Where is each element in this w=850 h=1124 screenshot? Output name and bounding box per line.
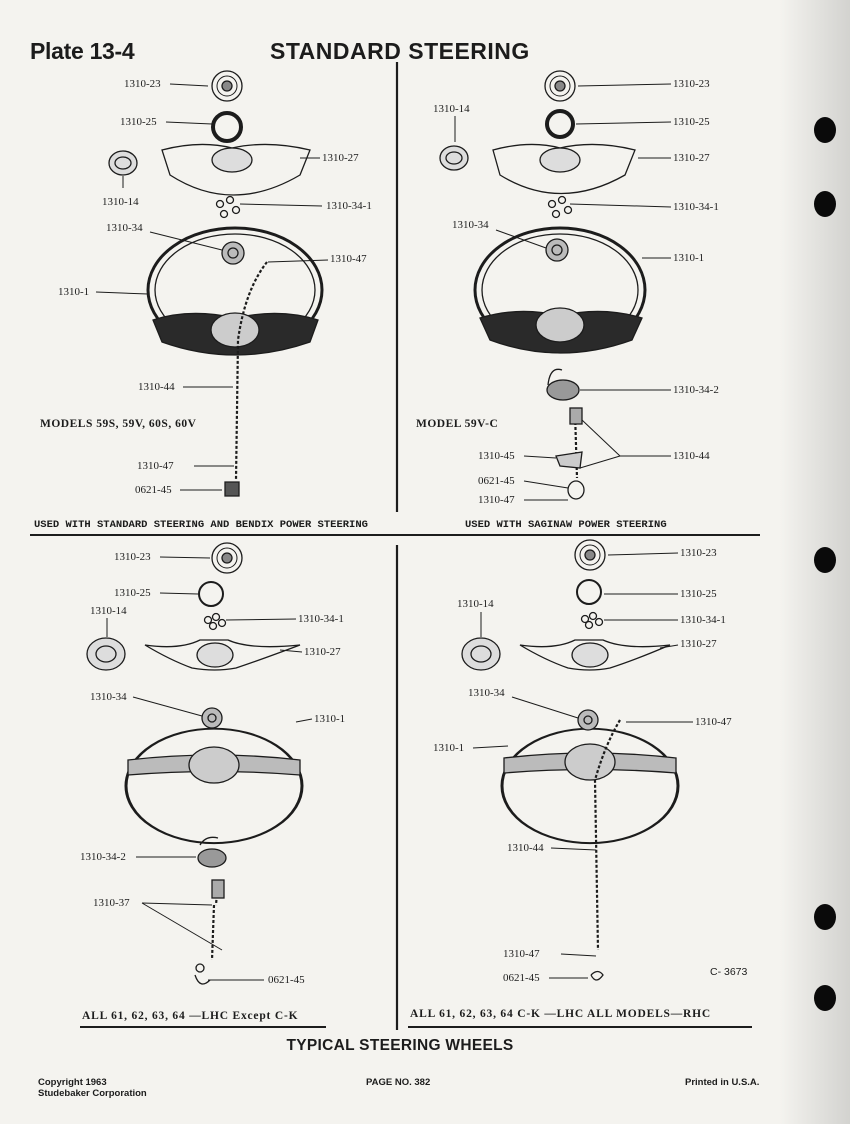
- label-bottom-right-5: 1310-27: [680, 638, 717, 650]
- top-left-parts: [109, 71, 322, 496]
- label-bottom-left-7: 1310-1: [314, 713, 346, 725]
- label-bottom-right-8: 1310-1: [433, 742, 465, 754]
- punch-hole-3: [814, 547, 836, 573]
- label-top-left-1: 1310-23: [124, 78, 161, 90]
- caption-bottom-left: ALL 61, 62, 63, 64 —LHC Except C-K: [82, 1010, 299, 1022]
- printed-in: Printed in U.S.A.: [685, 1077, 760, 1088]
- used-with-left: USED WITH STANDARD STEERING AND BENDIX POWER STEERING: [34, 519, 368, 531]
- label-bottom-left-10: 0621-45: [268, 974, 305, 986]
- label-top-right-9: 1310-45: [478, 450, 515, 462]
- label-bottom-left-9: 1310-37: [93, 897, 130, 909]
- used-with-right: USED WITH SAGINAW POWER STEERING: [465, 519, 667, 531]
- label-top-left-8: 1310-1: [58, 286, 90, 298]
- top-right-parts: [440, 71, 645, 499]
- leader-lines: [96, 84, 693, 980]
- label-top-right-6: 1310-34: [452, 219, 489, 231]
- label-bottom-right-3: 1310-14: [457, 598, 494, 610]
- label-top-left-7: 1310-47: [330, 253, 367, 265]
- page-number: PAGE NO. 382: [366, 1077, 431, 1088]
- label-bottom-left-3: 1310-14: [90, 605, 127, 617]
- punch-hole-4: [814, 904, 836, 930]
- label-top-right-4: 1310-27: [673, 152, 710, 164]
- label-top-right-12: 1310-47: [478, 494, 515, 506]
- label-top-right-8: 1310-34-2: [673, 384, 719, 396]
- label-top-left-4: 1310-14: [102, 196, 139, 208]
- label-top-left-11: 0621-45: [135, 484, 172, 496]
- model-caption-top-right: MODEL 59V-C: [416, 418, 499, 430]
- label-top-right-1: 1310-23: [673, 78, 710, 90]
- label-top-right-5: 1310-34-1: [673, 201, 719, 213]
- label-bottom-left-8: 1310-34-2: [80, 851, 126, 863]
- label-top-right-2: 1310-14: [433, 103, 470, 115]
- caption-bottom-right: ALL 61, 62, 63, 64 C-K —LHC ALL MODELS—RHC: [410, 1008, 712, 1020]
- label-top-left-6: 1310-34: [106, 222, 143, 234]
- label-bottom-left-4: 1310-34-1: [298, 613, 344, 625]
- copyright-line-2: Studebaker Corporation: [38, 1088, 147, 1099]
- label-bottom-right-9: 1310-44: [507, 842, 544, 854]
- label-top-left-3: 1310-27: [322, 152, 359, 164]
- label-top-right-7: 1310-1: [673, 252, 705, 264]
- label-top-left-5: 1310-34-1: [326, 200, 372, 212]
- label-bottom-right-7: 1310-47: [695, 716, 732, 728]
- punch-hole-1: [814, 117, 836, 143]
- label-bottom-right-2: 1310-25: [680, 588, 717, 600]
- label-bottom-left-2: 1310-25: [114, 587, 151, 599]
- label-bottom-left-5: 1310-27: [304, 646, 341, 658]
- label-bottom-right-4: 1310-34-1: [680, 614, 726, 626]
- label-bottom-right-11: 0621-45: [503, 972, 540, 984]
- label-top-right-11: 0621-45: [478, 475, 515, 487]
- label-bottom-left-1: 1310-23: [114, 551, 151, 563]
- copyright-line-1: Copyright 1963: [38, 1077, 107, 1088]
- label-bottom-right-10: 1310-47: [503, 948, 540, 960]
- copyright: [38, 1077, 147, 1099]
- label-bottom-left-6: 1310-34: [90, 691, 127, 703]
- bottom-right-parts: [462, 540, 678, 980]
- punch-hole-2: [814, 191, 836, 217]
- plate-number: Plate 13-4: [30, 38, 135, 64]
- section-title: TYPICAL STEERING WHEELS: [286, 1037, 514, 1054]
- label-top-left-10: 1310-47: [137, 460, 174, 472]
- label-bottom-right-6: 1310-34: [468, 687, 505, 699]
- drawing-number: C- 3673: [710, 966, 748, 978]
- page-title: STANDARD STEERING: [270, 38, 530, 64]
- label-bottom-right-1: 1310-23: [680, 547, 717, 559]
- punch-hole-5: [814, 985, 836, 1011]
- label-top-right-10: 1310-44: [673, 450, 710, 462]
- model-caption-top-left: MODELS 59S, 59V, 60S, 60V: [40, 418, 197, 430]
- label-top-right-3: 1310-25: [673, 116, 710, 128]
- label-top-left-2: 1310-25: [120, 116, 157, 128]
- label-top-left-9: 1310-44: [138, 381, 175, 393]
